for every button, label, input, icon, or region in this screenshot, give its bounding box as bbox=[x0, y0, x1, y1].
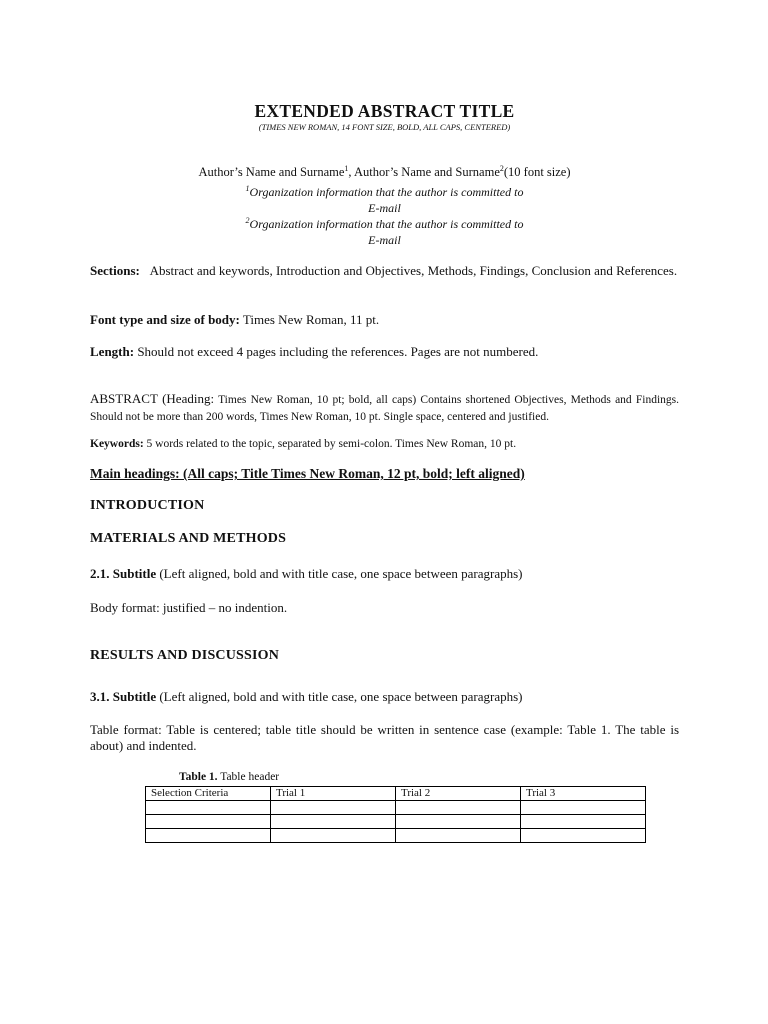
subtitle-3-1-text: (Left aligned, bold and with title case, one space between paragraphs) bbox=[159, 689, 523, 704]
length-text: Should not exceed 4 pages including the references. Pages are not numbered. bbox=[137, 344, 539, 359]
affiliation-1-org: Organization information that the author is committed to bbox=[249, 185, 524, 199]
affiliation-2-org: Organization information that the author is committed to bbox=[249, 217, 524, 231]
author-2-superscript: 2 bbox=[499, 163, 504, 173]
affiliation-1-superscript: 1 bbox=[245, 184, 250, 193]
author-size-note: (10 font size) bbox=[503, 165, 571, 179]
font-type-paragraph bbox=[90, 312, 679, 328]
table-cell bbox=[521, 829, 646, 843]
introduction-heading: INTRODUCTION bbox=[90, 498, 205, 513]
table-header-cell: Trial 2 bbox=[396, 787, 521, 801]
keywords-text: 5 words related to the topic, separated by semi-colon. Times New Roman, 10 pt. bbox=[146, 438, 517, 450]
sections-label: Sections: bbox=[90, 263, 140, 278]
subtitle-2-1-label: 2.1. Subtitle bbox=[90, 566, 157, 581]
affiliation-2-email: E-mail bbox=[368, 233, 401, 247]
table-header-cell: Selection Criteria bbox=[146, 787, 271, 801]
abstract-label: ABSTRACT bbox=[90, 391, 158, 406]
body-format-text: Body format: justified – no indention. bbox=[90, 600, 288, 615]
materials-methods-heading: MATERIALS AND METHODS bbox=[90, 531, 287, 546]
table-caption bbox=[179, 771, 279, 783]
abstract-paragraph bbox=[90, 390, 679, 426]
abstract-text: Times New Roman, 10 pt; bold, all caps) Contains shortened Objectives, Methods and Findings. Should not be more than 200 words, Times New Roman, 10 pt. Single space, centered and justified. bbox=[90, 394, 679, 423]
table-cell bbox=[146, 829, 271, 843]
subtitle-3-1 bbox=[90, 689, 679, 705]
affiliation-2-superscript: 2 bbox=[245, 216, 250, 225]
keywords-paragraph bbox=[90, 436, 679, 453]
table-header-cell: Trial 1 bbox=[271, 787, 396, 801]
font-type-text: Times New Roman, 11 pt. bbox=[242, 312, 380, 327]
table-header-row bbox=[146, 787, 646, 801]
table-header-cell: Trial 3 bbox=[521, 787, 646, 801]
font-type-label: Font type and size of body: bbox=[90, 312, 240, 327]
example-table bbox=[145, 786, 646, 843]
table-row bbox=[146, 815, 646, 829]
subtitle-3-1-label: 3.1. Subtitle bbox=[90, 689, 157, 704]
table-caption-label: Table 1. bbox=[179, 771, 218, 783]
affiliation-2 bbox=[90, 216, 679, 248]
sections-paragraph bbox=[90, 263, 679, 279]
table-cell bbox=[396, 829, 521, 843]
table-format-paragraph: Table format: Table is centered; table title should be written in sentence case (example: Table 1. The table is about) and indented. bbox=[90, 722, 679, 753]
results-discussion-heading: RESULTS AND DISCUSSION bbox=[90, 648, 280, 663]
abstract-heading-word: (Heading: bbox=[162, 391, 215, 406]
table-row bbox=[146, 829, 646, 843]
document-title: EXTENDED ABSTRACT TITLE bbox=[254, 101, 515, 121]
title-format-note: (TIMES NEW ROMAN, 14 FONT SIZE, BOLD, ALL CAPS, CENTERED) bbox=[258, 122, 511, 132]
author-2: Author’s Name and Surname bbox=[353, 165, 500, 179]
author-1-superscript: 1 bbox=[344, 163, 349, 173]
main-headings-note: Main headings: (All caps; Title Times New Roman, 12 pt, bold; left aligned) bbox=[90, 466, 525, 481]
author-separator: , bbox=[348, 165, 354, 179]
table-cell bbox=[271, 815, 396, 829]
affiliation-1-email: E-mail bbox=[368, 201, 401, 215]
sections-text: Abstract and keywords, Introduction and Objectives, Methods, Findings, Conclusion and References. bbox=[149, 263, 678, 278]
length-label: Length: bbox=[90, 344, 135, 359]
table-cell bbox=[271, 801, 396, 815]
table-row bbox=[146, 801, 646, 815]
table-cell bbox=[146, 801, 271, 815]
table-cell bbox=[521, 815, 646, 829]
table-cell bbox=[396, 801, 521, 815]
affiliation-1 bbox=[90, 184, 679, 216]
table-cell bbox=[271, 829, 396, 843]
length-paragraph bbox=[90, 344, 679, 360]
author-line bbox=[90, 165, 679, 180]
subtitle-2-1 bbox=[90, 566, 679, 582]
table-cell bbox=[396, 815, 521, 829]
table-caption-text: Table header bbox=[220, 771, 280, 783]
table-cell bbox=[146, 815, 271, 829]
author-1: Author’s Name and Surname bbox=[198, 165, 345, 179]
keywords-label: Keywords: bbox=[90, 438, 144, 450]
table-cell bbox=[521, 801, 646, 815]
subtitle-2-1-text: (Left aligned, bold and with title case, one space between paragraphs) bbox=[159, 566, 523, 581]
